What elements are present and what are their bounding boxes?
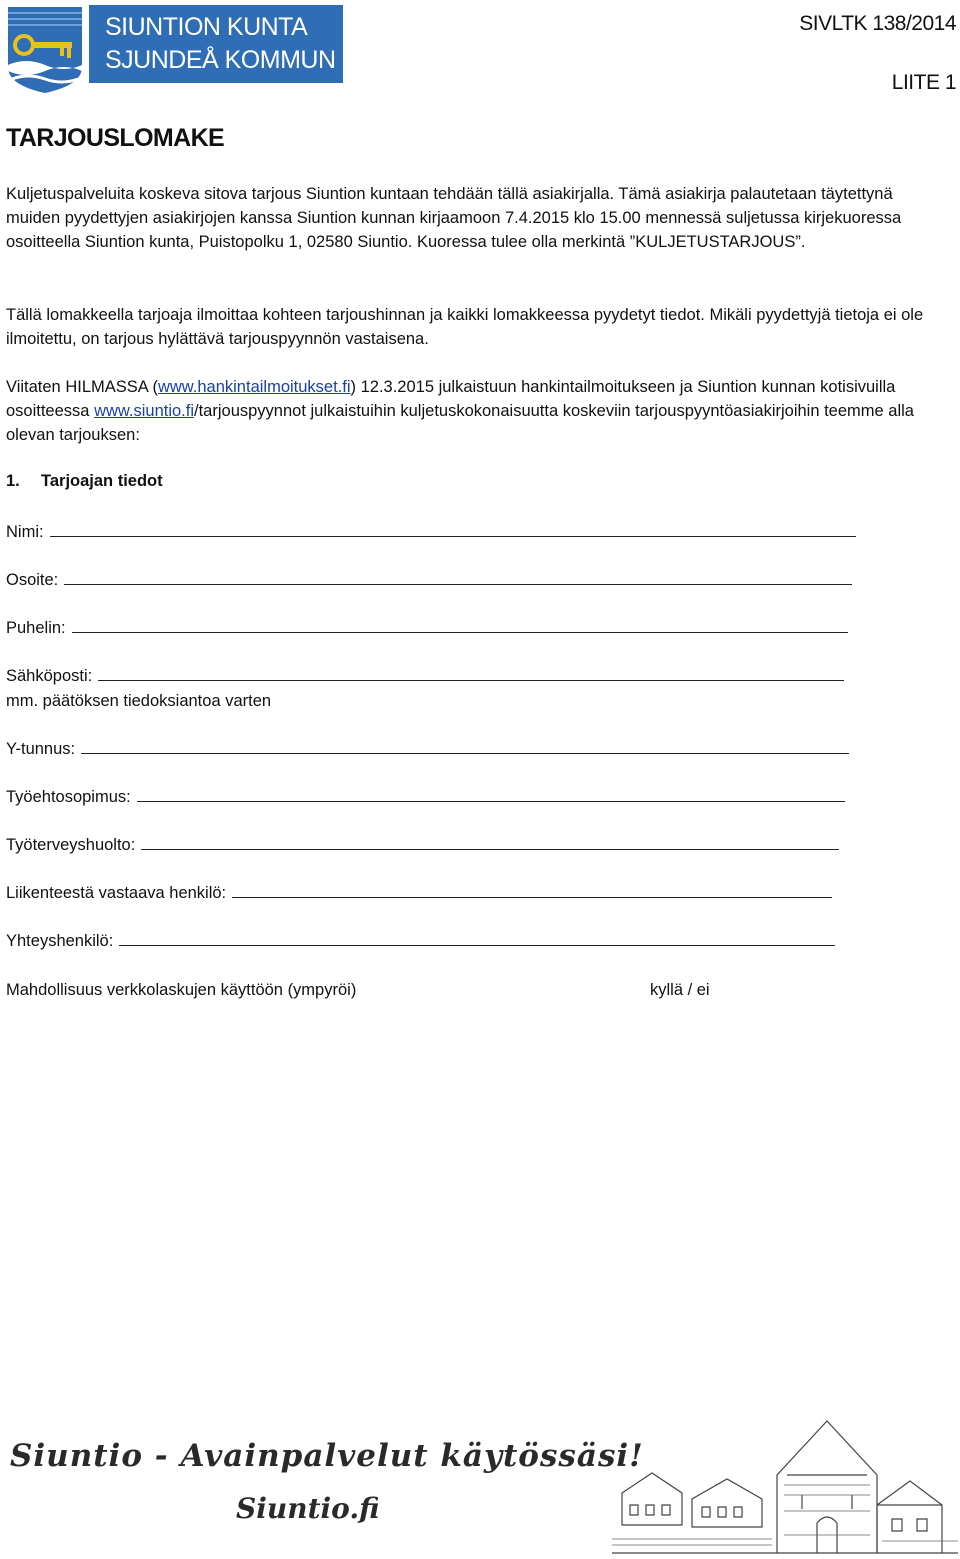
document-reference: SIVLTK 138/2014 — [799, 12, 956, 35]
municipality-name-fi: SIUNTION KUNTA — [105, 13, 308, 41]
church-sketch-image — [612, 1415, 958, 1555]
form-title: TARJOUSLOMAKE — [6, 124, 225, 152]
collective-agreement-input-line[interactable] — [137, 785, 845, 802]
contact-person-field — [6, 929, 835, 953]
email-note: mm. päätöksen tiedoksiantoa varten — [6, 692, 272, 710]
instructions-paragraph: Tällä lomakkeella tarjoaja ilmoittaa kohteen tarjoushinnan ja kaikki lomakkeessa pyydetyt tiedot. Mikäli pyydettyjä tietoja ei ole ilmoitettu, on tarjous hylättävä tarjouspyynnön vastaisena. — [6, 306, 924, 348]
section-number: 1. — [6, 472, 20, 490]
siuntio-link[interactable]: www.siuntio.fi — [94, 402, 195, 420]
contact-person-input-line[interactable] — [119, 929, 835, 946]
section-heading — [6, 472, 163, 491]
business-id-label: Y-tunnus: — [6, 740, 76, 758]
phone-label: Puhelin: — [6, 619, 66, 637]
section-title: Tarjoajan tiedot — [41, 472, 163, 490]
footer-slogan: Siuntio - Avainpalvelut käytössäsi! — [10, 1438, 644, 1474]
reference-paragraph: Viitaten HILMASSA (www.hankintailmoitukset.fi) 12.3.2015 julkaistuun hankintailmoitukseen ja Siuntion kunnan kotisivuilla osoitteessa www.siuntio.fi/tarjouspyynnot julkaistuihin kuljetuskokonaisuutta koskeviin tarjouspyyntöasiakirjoihin teemme alla olevan tarjouksen: — [6, 378, 914, 444]
municipality-crest-logo — [6, 5, 84, 95]
address-input-line[interactable] — [64, 568, 852, 585]
occupational-health-label: Työterveyshuolto: — [6, 836, 136, 854]
email-label: Sähköposti: — [6, 667, 93, 685]
address-label: Osoite: — [6, 571, 59, 589]
responsible-person-field — [6, 881, 832, 905]
occupational-health-field — [6, 833, 839, 857]
business-id-input-line[interactable] — [81, 737, 849, 754]
contact-person-label: Yhteyshenkilö: — [6, 932, 114, 950]
e-invoicing-label: Mahdollisuus verkkolaskujen käyttöön (ympyröi) — [6, 981, 357, 999]
name-field — [6, 520, 856, 544]
business-id-field — [6, 737, 849, 761]
e-invoicing-options[interactable]: kyllä / ei — [650, 981, 710, 999]
address-field — [6, 568, 852, 592]
municipality-name-sv: SJUNDEÅ KOMMUN — [105, 46, 336, 74]
intro-paragraph: Kuljetuspalveluita koskeva sitova tarjous Siuntion kuntaan tehdään tällä asiakirjalla. Tämä asiakirja palautetaan täytettynä muiden pyydettyjen asiakirjojen kanssa Siuntion kunnan kirjaamoon 7.4.2015 klo 15.00 mennessä suljetussa kirjekuoressa osoitteella Siuntion kunta, Puistopolku 1, 02580 Siuntio. Kuoressa tulee olla merkintä ”KULJETUSTARJOUS”. — [6, 185, 902, 251]
footer-site-name: Siuntio.fi — [236, 1492, 380, 1525]
collective-agreement-field — [6, 785, 845, 809]
collective-agreement-label: Työehtosopimus: — [6, 788, 131, 806]
name-input-line[interactable] — [50, 520, 856, 537]
phone-input-line[interactable] — [72, 616, 848, 633]
hilma-link[interactable]: www.hankintailmoitukset.fi — [157, 378, 351, 396]
occupational-health-input-line[interactable] — [141, 833, 839, 850]
municipality-name-box — [89, 5, 343, 83]
responsible-person-input-line[interactable] — [232, 881, 832, 898]
email-input-line[interactable] — [98, 664, 844, 681]
responsible-person-label: Liikenteestä vastaava henkilö: — [6, 884, 227, 902]
attachment-label: LIITE 1 — [891, 71, 956, 94]
email-field — [6, 664, 844, 688]
phone-field — [6, 616, 848, 640]
name-label: Nimi: — [6, 523, 44, 541]
